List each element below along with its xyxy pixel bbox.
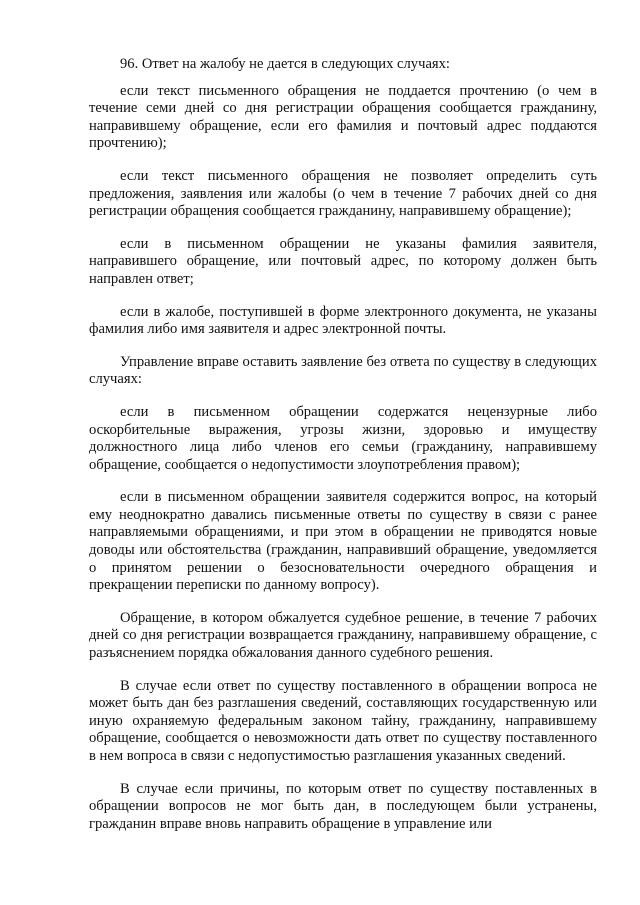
paragraph: В случае если ответ по существу поставленного в обращении вопроса не может быть дан без разглашения сведений, составляющих государственную или иную охраняемую федеральным законом тайну, гражданину, направившему обращение, сообщается о невозможности дать ответ по существу поставленного в нем вопроса в связи с недопустимостью разглашения указанных сведений. xyxy=(89,677,597,764)
paragraph: если текст письменного обращения не позволяет определить суть предложения, заявления или жалобы (о чем в течение 7 рабочих дней со дня регистрации обращения сообщается гражданину, направившему обращение); xyxy=(89,167,597,220)
paragraph: если текст письменного обращения не поддается прочтению (о чем в течение семи дней со дня регистрации обращения сообщается гражданину, направившему обращение, если его фамилия и почтовый адрес поддаются прочтению); xyxy=(89,82,597,152)
paragraph: Управление вправе оставить заявление без ответа по существу в следующих случаях: xyxy=(89,353,597,388)
paragraph: если в письменном обращении содержатся нецензурные либо оскорбительные выражения, угрозы жизни, здоровью и имуществу должностного лица либо членов его семьи (гражданину, направившему обращение, сообщается о недопустимости злоупотребления правом); xyxy=(89,403,597,473)
paragraph: если в письменном обращении не указаны фамилия заявителя, направившего обращение, или почтовый адрес, по которому должен быть направлен ответ; xyxy=(89,235,597,287)
paragraph: если в жалобе, поступившей в форме электронного документа, не указаны фамилия либо имя заявителя и адрес электронной почты. xyxy=(89,303,597,338)
paragraph: если в письменном обращении заявителя содержится вопрос, на который ему неоднократно давались письменные ответы по существу в связи с ранее направляемыми обращениями, и при этом в обращении не приводятся новые доводы или обстоятельства (гражданин, направивший обращение, уведомляется о принятом решении о безосновательности очередного обращения и прекращении переписки по данному вопросу). xyxy=(89,489,597,594)
document-body xyxy=(89,56,597,848)
section-heading-paragraph: 96. Ответ на жалобу не дается в следующих случаях: xyxy=(120,56,450,72)
paragraph: Обращение, в котором обжалуется судебное решение, в течение 7 рабочих дней со дня регистрации возвращается гражданину, направившему обращение, с разъяснением порядка обжалования данного судебного решения. xyxy=(89,609,597,662)
paragraph: В случае если причины, по которым ответ по существу поставленных в обращении вопросов не мог быть дан, в последующем были устранены, гражданин вправе вновь направить обращение в управление или xyxy=(89,780,597,832)
